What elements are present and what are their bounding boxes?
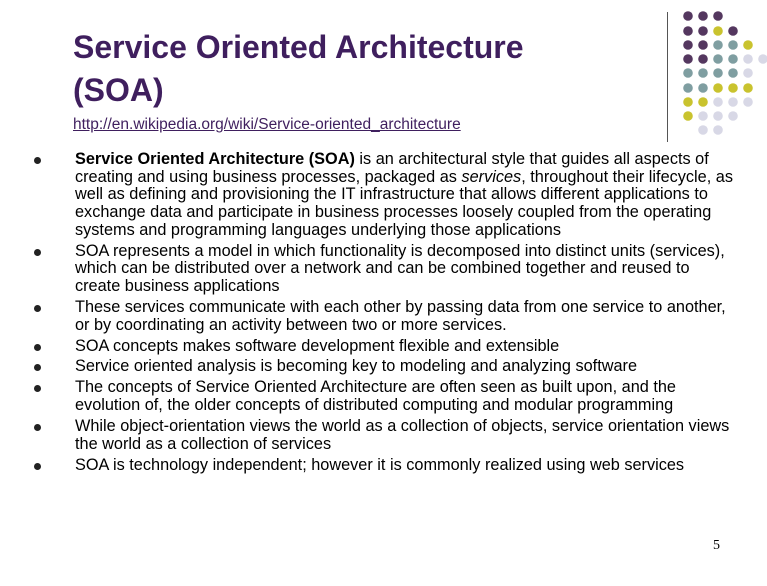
bullet-dot-icon [34,249,41,256]
bullet-item [34,457,734,475]
wikipedia-link[interactable]: http://en.wikipedia.org/wiki/Service-oriented_architecture [73,116,461,133]
bullet-list [34,151,734,477]
bullet-text: The concepts of Service Oriented Architecture are often seen as built upon, and the evolution of, the older concepts of distributed computing and modular programming [75,378,676,415]
dot [698,83,708,93]
decorative-dot-grid [680,11,767,131]
dot [743,40,753,50]
dot [728,26,738,36]
bullet-item [34,358,734,376]
bullet-text: SOA concepts makes software development flexible and extensible [75,336,560,355]
dot [683,111,693,121]
dot [713,40,723,50]
bullet-text: SOA is technology independent; however it is commonly realized using web services [75,455,685,474]
dot [728,40,738,50]
vertical-divider [667,12,668,142]
bullet-item [34,299,734,334]
dot [683,40,693,50]
dot [698,54,708,64]
dot [743,83,753,93]
dot [698,40,708,50]
slide-title-line-2: (SOA) [73,72,164,108]
dot [743,68,753,78]
bullet-dot-icon [34,424,41,431]
dot [683,11,693,21]
dot-grid-graphic [680,11,767,131]
dot [743,97,753,107]
dot [698,125,708,135]
dot [728,97,738,107]
bullet-dot-icon [34,344,41,351]
bullet-dot-icon [34,305,41,312]
dot [698,97,708,107]
slide-title-line-1: Service Oriented Architecture [73,29,524,65]
dot [713,68,723,78]
dot [713,83,723,93]
bullet-item [34,379,734,414]
dot [743,54,753,64]
dot [683,97,693,107]
bullet-dot-icon [34,157,41,164]
bullet-text: These services communicate with each other by passing data from one service to another, or by coordinating an activity between two or more services. [75,298,726,334]
dot [728,68,738,78]
dot [728,54,738,64]
page-number: 5 [713,538,720,553]
bullet-text: Service oriented analysis is becoming key to modeling and analyzing software [75,357,638,376]
dot [758,54,767,64]
bullet-dot-icon [34,385,41,392]
bullet-text-tail: , throughout their lifecycle, as well as defining and provisioning the IT infrastructure that allows different applications to exchange data and participate in business processes loosely coupled from the operating systems and programming languages underlying those applications [75,167,733,239]
bullet-item [34,338,734,356]
dot [728,83,738,93]
bullet-dot-icon [34,463,41,470]
dot [698,111,708,121]
dot [683,83,693,93]
bullet-item [34,243,734,296]
dot [713,11,723,21]
dot [683,54,693,64]
slide-title [73,26,653,112]
dot [713,111,723,121]
dot [683,68,693,78]
bullet-lead-term: Service Oriented Architecture (SOA) [75,150,355,168]
bullet-text: SOA represents a model in which functionality is decomposed into distinct units (services), which can be distributed over a network and can be combined together and reused to create business applications [75,241,725,296]
dot [728,111,738,121]
bullet-text: While object-orientation views the world as a collection of objects, service orientation views the world as a collection of services [75,416,730,453]
dot [713,54,723,64]
dot [698,26,708,36]
dot [713,26,723,36]
dot [713,97,723,107]
bullet-dot-icon [34,364,41,371]
dot [698,11,708,21]
bullet-emphasis: services [461,167,522,186]
bullet-item [34,151,734,240]
bullet-text: is an architectural style that guides all aspects of creating and using business processes, packaged as [75,150,709,186]
dot [698,68,708,78]
bullet-item [34,418,734,453]
dot [683,26,693,36]
dot [713,125,723,135]
